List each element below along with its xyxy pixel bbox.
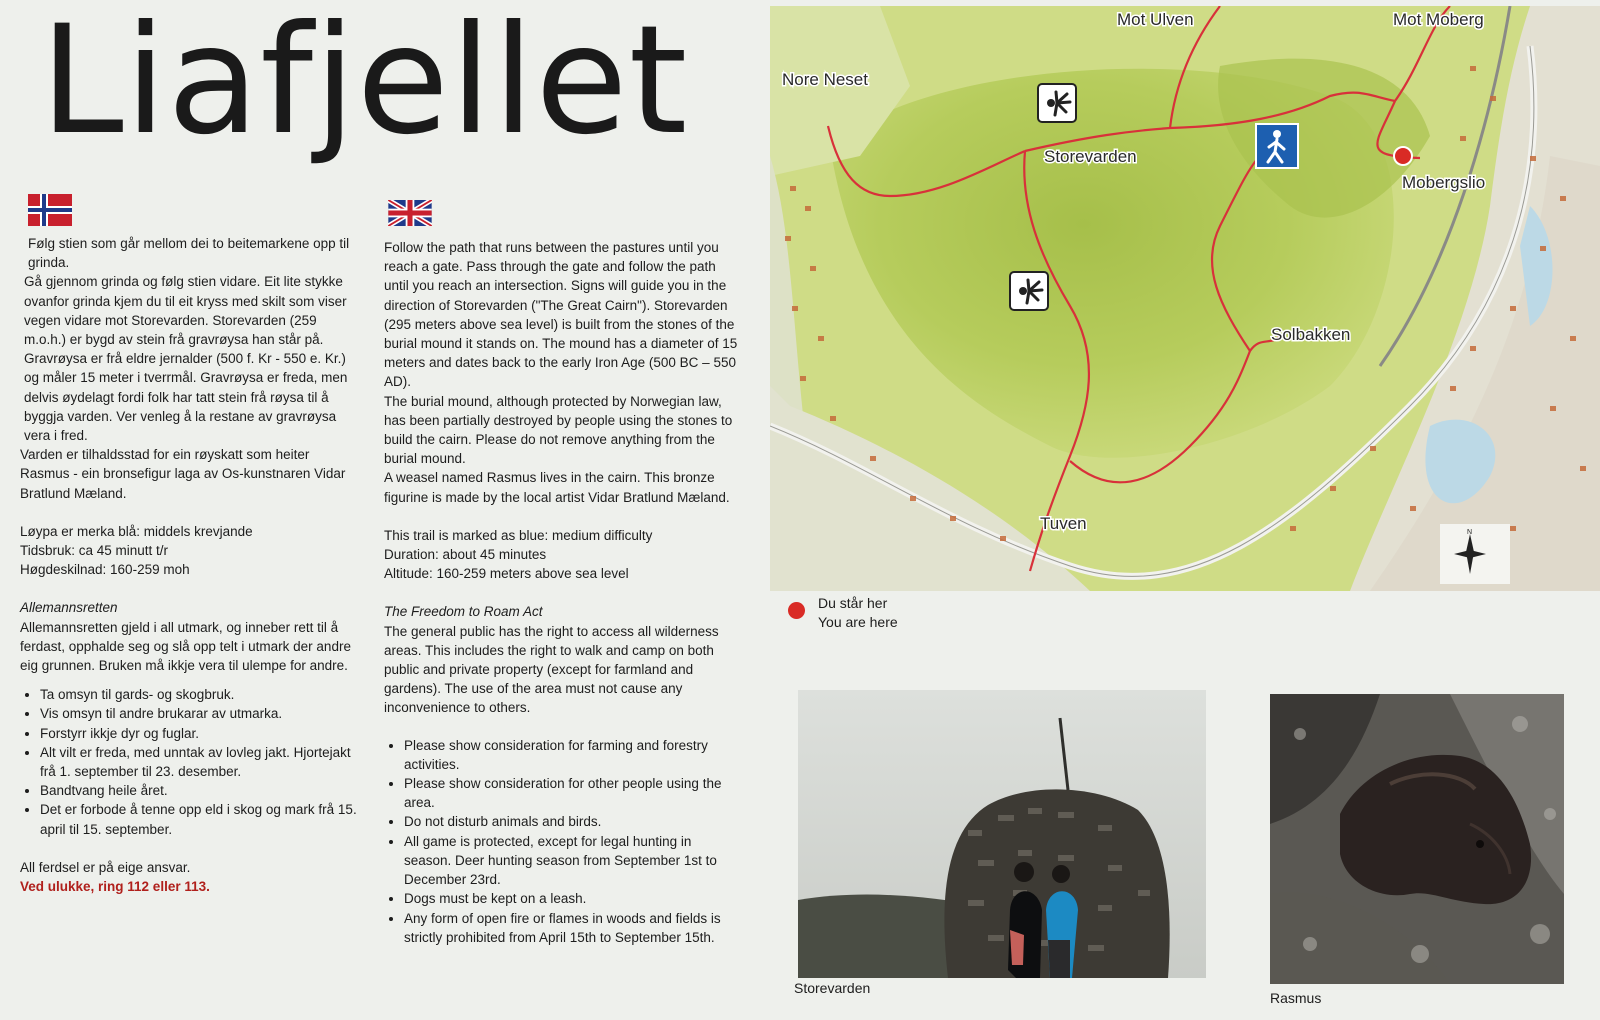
map-label-mot-moberg: Mot Moberg bbox=[1393, 10, 1484, 29]
weasel-photo-caption: Rasmus bbox=[1270, 990, 1322, 1006]
norway-flag-icon bbox=[28, 194, 72, 226]
cairn-photo bbox=[798, 690, 1206, 978]
no-rules-list bbox=[20, 685, 362, 839]
legend-label-no: Du står her bbox=[818, 595, 888, 611]
map-label-mobergslio: Mobergslio bbox=[1402, 173, 1486, 192]
en-paragraph: The burial mound, although protected by Norwegian law, has been partially destroyed by people using the stones to build the cairn. Please do not remove anything from the burial mound. bbox=[384, 393, 733, 467]
no-roam-heading: Allemannsretten bbox=[20, 600, 118, 616]
list-item: • Please show consideration for other people using the area. bbox=[404, 774, 742, 812]
viewpoint-icon bbox=[1038, 84, 1076, 122]
trail-map-graphic bbox=[770, 6, 1600, 591]
you-are-here-legend-marker bbox=[788, 602, 805, 619]
weasel-photo bbox=[1270, 694, 1564, 984]
en-trail-duration: Duration: about 45 minutes bbox=[384, 547, 547, 563]
svg-text:N: N bbox=[1467, 529, 1473, 536]
no-trail-duration: Tidsbruk: ca 45 minutt t/r bbox=[20, 543, 169, 559]
no-roam-text: Allemannsretten gjeld i all utmark, og inneber rett til å ferdast, opphalde seg og slå opp telt i utmark der andre eig grunnen. Bruken må ikkje vera til ulempe for andre. bbox=[20, 619, 351, 674]
list-item: • Any form of open fire or flames in woods and fields is strictly prohibited from April 15th to September 15th. bbox=[404, 909, 742, 947]
list-item: • Dogs must be kept on a leash. bbox=[404, 889, 742, 908]
list-item: • Forstyrr ikkje dyr og fuglar. bbox=[40, 724, 362, 743]
hiker-icon bbox=[1256, 124, 1298, 168]
map-label-solbakken: Solbakken bbox=[1271, 325, 1351, 344]
list-item: • Please show consideration for farming and forestry activities. bbox=[404, 736, 742, 774]
en-trail-altitude: Altitude: 160-259 meters above sea level bbox=[384, 566, 629, 582]
list-item: • Do not disturb animals and birds. bbox=[404, 812, 742, 831]
own-risk-text: All ferdsel er på eige ansvar. bbox=[20, 859, 191, 875]
en-roam-heading: The Freedom to Roam Act bbox=[384, 604, 543, 620]
viewpoint-icon bbox=[1010, 272, 1048, 310]
map-label-storevarden: Storevarden bbox=[1044, 147, 1137, 166]
list-item: • Ta omsyn til gards- og skogbruk. bbox=[40, 685, 362, 704]
page-title: Liafjellet bbox=[40, 0, 689, 168]
no-trail-difficulty: Løypa er merka blå: middels krevjande bbox=[20, 523, 253, 539]
en-trail-difficulty: This trail is marked as blue: medium difficulty bbox=[384, 527, 653, 543]
compass-rose-icon bbox=[1440, 524, 1510, 584]
no-paragraph: Gå gjennom grinda og følg stien vidare. Eit lite stykke ovanfor grinda kjem du til eit kryss med skilt som viser vegen vidare mot Storevarden. Storevarden (259 m.o.h.) er bygd av stein frå gravrøysa han står på. Gravrøysa er frå eldre jernalder (500 f. Kr - 550 e. Kr.) og måler 15 meter i tverrmål. Gravrøysa er freda, men delvis øydelagt fordi folk har tatt stein frå røysa til å byggja varden. Ver venleg å la restane av gravrøysa vera i fred. bbox=[24, 274, 348, 444]
no-paragraph: Følg stien som går mellom dei to beitemarkene opp til grinda. bbox=[28, 236, 350, 271]
no-paragraph: Varden er tilhaldsstad for ein røyskatt som heiter Rasmus - ein bronsefigur laga av Os-kunstnaren Vidar Bratlund Mæland. bbox=[20, 447, 346, 501]
you-are-here-marker bbox=[1394, 147, 1412, 165]
list-item: • Det er forbode å tenne opp eld i skog og mark frå 15. april til 15. september. bbox=[40, 800, 362, 838]
en-paragraph: A weasel named Rasmus lives in the cairn. This bronze figurine is made by the local artist Vidar Bratlund Mæland. bbox=[384, 470, 730, 505]
emergency-text: Ved ulukke, ring 112 eller 113. bbox=[20, 879, 210, 895]
en-rules-list bbox=[384, 736, 742, 947]
legend-label-en: You are here bbox=[818, 614, 898, 630]
list-item: • Alt vilt er freda, med unntak av lovleg jakt. Hjortejakt frå 1. september til 23. desember. bbox=[40, 743, 362, 781]
list-item: • Bandtvang heile året. bbox=[40, 781, 362, 800]
en-paragraph: Follow the path that runs between the pastures until you reach a gate. Pass through the gate and follow the path until you reach an intersection. Signs will guide you in the direction of Storevarden ("The Great Cairn"). Storevarden (295 meters above sea level) is built from the stones of the burial mound it stands on. The mound has a diameter of 15 meters and dates back to the early Iron Age (500 BC – 550 AD). bbox=[384, 240, 738, 390]
norwegian-column bbox=[20, 194, 362, 896]
english-column bbox=[384, 200, 742, 947]
map-label-tuven: Tuven bbox=[1040, 514, 1087, 533]
uk-flag-icon bbox=[388, 200, 432, 226]
no-trail-altitude: Høgdeskilnad: 160-259 moh bbox=[20, 562, 190, 578]
cairn-photo-caption: Storevarden bbox=[794, 980, 871, 996]
trail-map bbox=[770, 6, 1600, 591]
list-item: • Vis omsyn til andre brukarar av utmarka. bbox=[40, 704, 362, 723]
map-label-mot-ulven: Mot Ulven bbox=[1117, 10, 1194, 29]
list-item: • All game is protected, except for legal hunting in season. Deer hunting season from September 1st to December 23rd. bbox=[404, 832, 742, 890]
map-label-nore-neset: Nore Neset bbox=[782, 70, 868, 89]
en-roam-text: The general public has the right to access all wilderness areas. This includes the right to walk and camp on both public and private property (except for farmland and gardens). The use of the area must not cause any inconvenience to others. bbox=[384, 623, 719, 716]
